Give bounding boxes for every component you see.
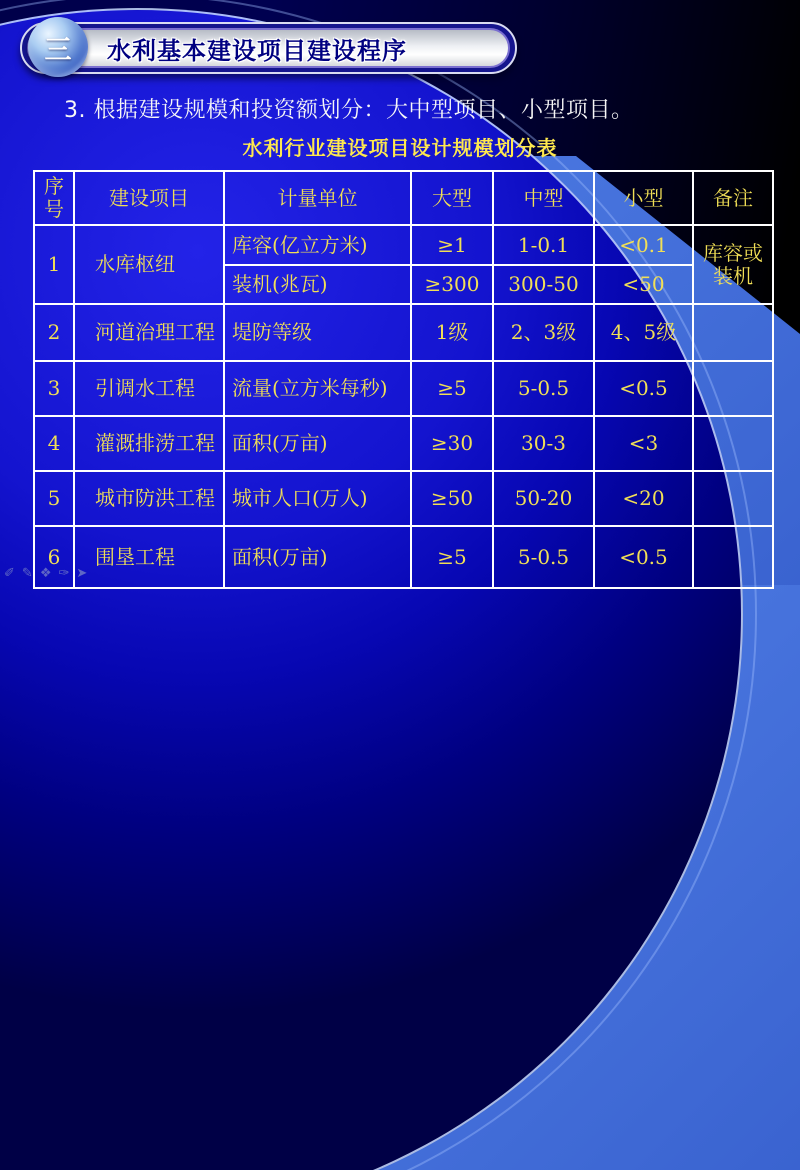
cell-small-1: <0.1 [594, 225, 693, 265]
cell-large-1: ≥1 [411, 225, 493, 265]
cell-seq-6: 6 [34, 526, 74, 588]
cell-unit-5: 城市人口(万人) [224, 471, 411, 526]
table-row [34, 471, 773, 526]
bullet-text: 3. 根据建设规模和投资额划分：大中型项目、小型项目。 [64, 98, 634, 123]
banner [20, 22, 517, 74]
cell-unit-3: 流量(立方米每秒) [224, 361, 411, 416]
cell-unit-4: 面积(万亩) [224, 416, 411, 471]
highlighter-icon[interactable]: ❖ [39, 566, 52, 581]
table-row [34, 526, 773, 588]
scale-table [33, 170, 774, 589]
cell-seq-3: 3 [34, 361, 74, 416]
cell-medium-1: 1-0.1 [493, 225, 594, 265]
cell-small-6: <0.5 [594, 526, 693, 588]
cell-medium-1: 300-50 [493, 265, 594, 304]
cell-project-6: 围垦工程 [74, 526, 224, 588]
header-project: 建设项目 [74, 171, 224, 225]
cell-small-4: <3 [594, 416, 693, 471]
table-title: 水利行业建设项目设计规模划分表 [242, 136, 558, 160]
table-header-row [34, 171, 773, 225]
cell-large-6: ≥5 [411, 526, 493, 588]
cell-project-2: 河道治理工程 [74, 304, 224, 361]
cell-small-1: <50 [594, 265, 693, 304]
table-row [34, 225, 773, 265]
cell-large-3: ≥5 [411, 361, 493, 416]
header-seq: 序号 [34, 171, 74, 225]
header-small: 小型 [594, 171, 693, 225]
section-badge-label: 三 [44, 34, 72, 66]
cell-small-5: <20 [594, 471, 693, 526]
header-note: 备注 [693, 171, 773, 225]
pen-icon[interactable]: ✐ [4, 566, 15, 581]
banner-title: 水利基本建设项目建设程序 [107, 36, 407, 65]
cell-small-2: 4、5级 [594, 304, 693, 361]
cell-seq-4: 4 [34, 416, 74, 471]
eraser-icon[interactable]: ✑ [58, 566, 70, 581]
cell-note-6 [693, 526, 773, 588]
presenter-toolbar [4, 566, 87, 581]
cell-note-4 [693, 416, 773, 471]
cell-note-2 [693, 304, 773, 361]
cell-seq-5: 5 [34, 471, 74, 526]
banner-inner-panel [27, 28, 510, 68]
cell-project-5: 城市防洪工程 [74, 471, 224, 526]
section-badge [28, 17, 88, 77]
cell-large-2: 1级 [411, 304, 493, 361]
cell-seq-2: 2 [34, 304, 74, 361]
cell-unit-1: 装机(兆瓦) [224, 265, 411, 304]
cell-unit-2: 堤防等级 [224, 304, 411, 361]
cell-medium-6: 5-0.5 [493, 526, 594, 588]
header-large: 大型 [411, 171, 493, 225]
table-row [34, 304, 773, 361]
header-unit: 计量单位 [224, 171, 411, 225]
header-medium: 中型 [493, 171, 594, 225]
cell-unit-6: 面积(万亩) [224, 526, 411, 588]
cell-medium-2: 2、3级 [493, 304, 594, 361]
cell-note-5 [693, 471, 773, 526]
table-row [34, 361, 773, 416]
cell-large-1: ≥300 [411, 265, 493, 304]
table-row [34, 416, 773, 471]
cell-medium-4: 30-3 [493, 416, 594, 471]
cell-seq-1: 1 [34, 225, 74, 304]
cell-large-5: ≥50 [411, 471, 493, 526]
cell-unit-1: 库容(亿立方米) [224, 225, 411, 265]
cell-medium-3: 5-0.5 [493, 361, 594, 416]
cell-large-4: ≥30 [411, 416, 493, 471]
cell-note-1: 库容或装机 [693, 225, 773, 304]
cell-note-3 [693, 361, 773, 416]
cell-medium-5: 50-20 [493, 471, 594, 526]
cell-project-4: 灌溉排涝工程 [74, 416, 224, 471]
cell-project-1: 水库枢纽 [74, 225, 224, 304]
ink-pen-icon[interactable]: ✎ [21, 566, 33, 581]
cursor-arrow-icon[interactable]: ➤ [76, 566, 88, 581]
cell-small-3: <0.5 [594, 361, 693, 416]
cell-project-3: 引调水工程 [74, 361, 224, 416]
